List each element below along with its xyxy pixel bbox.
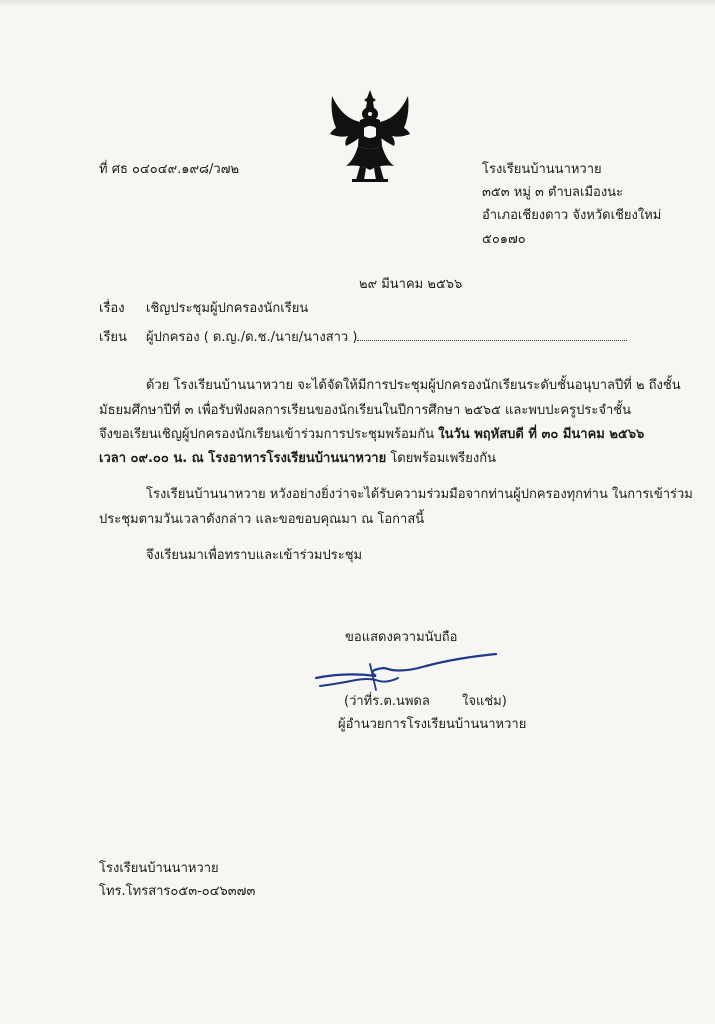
meeting-time-place: เวลา ๐๙.๐๐ น. ณ โรงอาหารโรงเรียนบ้านนาหวาย [99, 451, 387, 466]
signer-name-open: (ว่าที่ร.ต.นพดล [344, 694, 430, 709]
paragraph-1-line-1: ด้วย โรงเรียนบ้านนาหวาย จะได้จัดให้มีการประชุมผู้ปกครองนักเรียนระดับชั้นอนุบาลปีที่ ๒ ถึงชั้น [146, 378, 681, 393]
footer-school: โรงเรียนบ้านนาหวาย [99, 861, 219, 876]
paragraph-1-line-2: มัธยมศึกษาปีที่ ๓ เพื่อรับฟังผลการเรียนของนักเรียนในปีการศึกษา ๒๕๖๕ และพบปะครูประจำชั้น [99, 403, 631, 418]
recipient-text: ผู้ปกครอง ( ด.ญ./ด.ช./นาย/นางสาว ) [146, 330, 358, 345]
reference-number: ที่ ศธ ๐๔๐๔๙.๑๙๘/ว๗๒ [99, 162, 240, 177]
paragraph-3: จึงเรียนมาเพื่อทราบและเข้าร่วมประชุม [146, 548, 363, 563]
paper-edge [0, 0, 715, 6]
paragraph-2-line-2: ประชุมตามวันเวลาดังกล่าว และขอขอบคุณมา ณ โอกาสนี้ [99, 512, 425, 527]
invitation-text: จึงขอเรียนเชิญผู้ปกครองนักเรียนเข้าร่วมการประชุมพร้อมกัน [99, 427, 435, 442]
subject-text: เชิญประชุมผู้ปกครองนักเรียน [146, 301, 309, 316]
signer-name-close: ใจแช่ม) [462, 694, 507, 709]
school-name: โรงเรียนบ้านนาหวาย [482, 162, 602, 177]
paragraph-2-line-1: โรงเรียนบ้านนาหวาย หวังอย่างยิ่งว่าจะได้รับความร่วมมือจากท่านผู้ปกครองทุกท่าน ในการเข้าร่วม [146, 487, 693, 502]
footer-phone: โทร.โทรสาร๐๕๓-๐๔๖๓๗๓ [99, 884, 256, 899]
address-line-1: ๓๕๓ หมู่ ๓ ตำบลเมืองนะ [482, 185, 624, 200]
address-line-2: อำเภอเชียงดาว จังหวัดเชียงใหม่ [482, 208, 662, 223]
meeting-date: ในวัน พฤหัสบดี ที่ ๓๐ มีนาคม ๒๕๖๖ [438, 427, 645, 442]
attendance-note: โดยพร้อมเพรียงกัน [390, 451, 497, 466]
signer-title: ผู้อำนวยการโรงเรียนบ้านนาหวาย [338, 717, 527, 732]
paragraph-1-line-3 [99, 428, 644, 441]
recipient-label: เรียน [99, 330, 127, 345]
signature-scribble [306, 650, 506, 700]
recipient-line [146, 331, 627, 344]
subject-label: เรื่อง [99, 301, 125, 316]
letter-date: ๒๙ มีนาคม ๒๕๖๖ [359, 277, 463, 292]
garuda-emblem-icon [326, 88, 414, 184]
fill-in-dotted-line [357, 339, 627, 341]
paragraph-1-line-4 [99, 452, 496, 465]
regards-text: ขอแสดงความนับถือ [345, 630, 458, 645]
postal-code: ๕๐๑๗๐ [482, 232, 526, 247]
